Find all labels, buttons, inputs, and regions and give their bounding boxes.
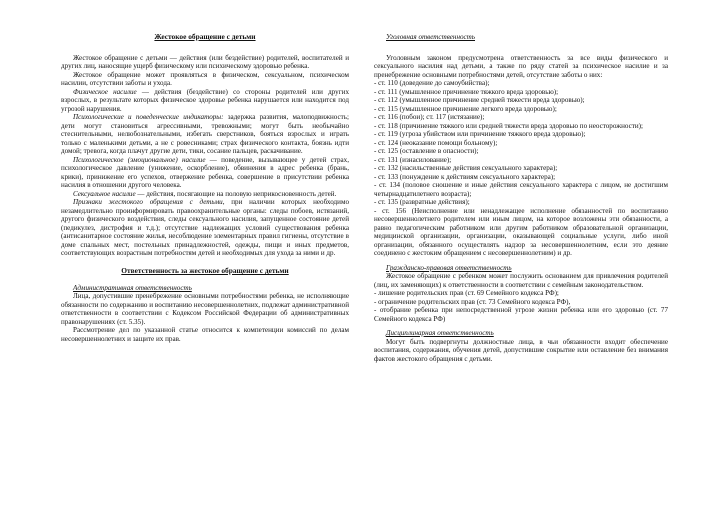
term-indicators: Психологические и поведенческие индикаторы: [73, 113, 224, 122]
list-item: - лишение родительских прав (ст. 69 Семейного кодекса РФ); [374, 289, 559, 297]
list-item: - ст. 134 (половое сношение и иные действия сексуального характера с лицом, не достигшим четырнадцатилетнего возраста); [374, 181, 668, 198]
paragraph-physical [61, 88, 349, 114]
list-item: - ст. 135 (развратные действия); [374, 198, 470, 206]
list-item: - ст. 111 (умышленное причинение тяжкого вреда здоровью); [374, 87, 559, 96]
paragraph-sexual [61, 190, 349, 199]
list-item: - ст. 131 (изнасилование); [374, 155, 452, 164]
responsibility-title: Ответственность за жестокое обращение с детьми [121, 265, 289, 275]
paragraph-admin: Лица, допустившие пренебрежение основными потребностями ребенка, не исполняющие обязанности по содержанию и воспитанию несовершеннолетних, подлежат административной ответственности в соответствии с Кодексом Российской Федерации об административных правонарушениях (ст. 5.35). [61, 292, 349, 326]
term-sexual: Сексуальное насилие [73, 189, 136, 198]
term-physical: Физическое насилие [73, 87, 137, 96]
list-item: - ст. 156 (Неисполнение или ненадлежащее исполнение обязанностей по воспитанию несовершеннолетнего родителем или иным лицом, на которое возложены эти обязанности, а равно педагогическим работником или другим работником образовательной организации, медицинской организации, организации, оказывающей социальные услуги, либо иной организации, обязанного осуществлять надзор за несовершеннолетним, если это деяние соединено с жестоким обращением с несовершеннолетним) и др. [374, 206, 668, 257]
paragraph-commission: Рассмотрение дел по указанной статье относится к компетенции комиссий по делам несовершеннолетних и защите их прав. [61, 326, 349, 343]
text-sexual: — действия, посягающие на половую неприкосновенность детей. [135, 189, 337, 198]
text-signs: , при наличии которых необходимо незамедлительно проинформировать правоохранительные органы: следы побоев, истязаний, другого физического воздействия, следы сексуального насилия, запущенное состояние детей (педикулез, дистрофия и т.д.); отсутствие надлежащих условий существования ребенка (антисанитарное состояние жилья, несоблюдение элементарных правил гигиены, отсутствие в доме спальных мест, постельных принадлежностей, одежды, пищи и иных предметов, соответствующих возрастным потребностям детей и необходимых для ухода за ними и др. [61, 198, 349, 258]
paragraph-indicators [61, 113, 349, 156]
right-column [374, 33, 668, 363]
list-item: - ст. 125 (оставление в опасности); [374, 147, 479, 155]
list-item: - ст. 112 (умышленное причинение средней тяжести вреда здоровью); [374, 96, 585, 104]
list-item: - ст. 132 (насильственные действия сексуального характера); [374, 164, 558, 172]
left-title: Жестокое обращение с детьми [154, 32, 256, 41]
list-item: - отобрание ребенка при непосредственной угрозе жизни ребенка или его здоровью (ст. 77 Семейного кодекса РФ) [374, 306, 668, 323]
text-physical: — действия (бездействие) со стороны родителей или других взрослых, в результате которых физическое здоровье ребенка нарушается или находится под угрозой нарушения. [61, 87, 349, 113]
list-item: - ст. 115 (умышленное причинение легкого вреда здоровью); [374, 104, 557, 113]
list-item: - ст. 110 (доведение до самоубийства); [374, 79, 490, 87]
list-item: - ст. 118 (причинение тяжкого или средней тяжести вреда здоровью по неосторожности); [374, 121, 643, 130]
paragraph-signs [61, 198, 349, 258]
paragraph-criminal: Уголовным законом предусмотрена ответственность за все виды физического и сексуального насилия над детьми, а также по ряду статей за психическое насилие и за пренебрежение основными потребностями детей, отсутствие заботы о них: [374, 53, 668, 79]
text-psychological: — поведение, вызывающее у детей страх, психологическое давление (унижение, оскорбление), обвинения в адрес ребенка (брань, крики), принижение его успехов, отвержение ребенка, совершение в присутствии ребенка насилия в отношении другого человека. [61, 155, 350, 190]
civil-title: Гражданско-правовая ответственность [386, 263, 512, 272]
left-column [61, 33, 349, 343]
term-psychological: Психологическое (эмоциональное) насилие [73, 155, 206, 164]
disciplinary-title: Дисциплинарная ответственность [386, 329, 494, 337]
list-item: - ограничение родительских прав (ст. 73 Семейного кодекса РФ), [374, 297, 571, 306]
paragraph-psychological [61, 156, 349, 190]
list-item: - ст. 119 (угроза убийством или причинение тяжкого вреда здоровью); [374, 130, 586, 138]
paragraph-definition: Жестокое обращение с детьми — действия (или бездействие) родителей, воспитателей и других лиц, наносящие ущерб физическому или психическому здоровью ребенка. [61, 53, 349, 71]
list-item: - ст. 116 (побои); ст. 117 (истязание); [374, 113, 485, 121]
paragraph-civil: Жестокое обращение с ребенком может послужить основанием для привлечения родителей (лиц, их заменяющих) к ответственности в соответствии с семейным законодательством. [374, 272, 668, 289]
list-item: - ст. 133 (понуждение к действиям сексуального характера); [374, 172, 556, 181]
admin-title: Административная ответственность [73, 283, 192, 292]
paragraph-forms: Жестокое обращение может проявляться в физическом, сексуальном, психическом насилии, отсутствии заботы и ухода. [61, 70, 349, 88]
text-indicators: задержка развития, малоподвижность; дети могут становиться агрессивными, тревожными; могут быть необычайно стеснительными, нелюбознательными, избегать сверстников, бояться взрослых и играть только с маленькими детьми, а не с ровесниками; страх физического контакта, боязнь идти домой; тревога, когда плачут другие дети, тики, сосание пальцев, раскачивание. [61, 113, 349, 156]
criminal-title: Уголовная ответственность [386, 33, 476, 41]
paragraph-disciplinary: Могут быть подвергнуты должностные лица, в чьи обязанности входит обеспечение воспитания, содержания, обучения детей, допустившие сокрытие или оставление без внимания фактов жестокого обращения с детьми. [374, 337, 668, 363]
list-item: - ст. 124 (неоказание помощи больному); [374, 138, 498, 147]
term-signs: Признаки жестокого обращения с детьми [73, 198, 223, 207]
